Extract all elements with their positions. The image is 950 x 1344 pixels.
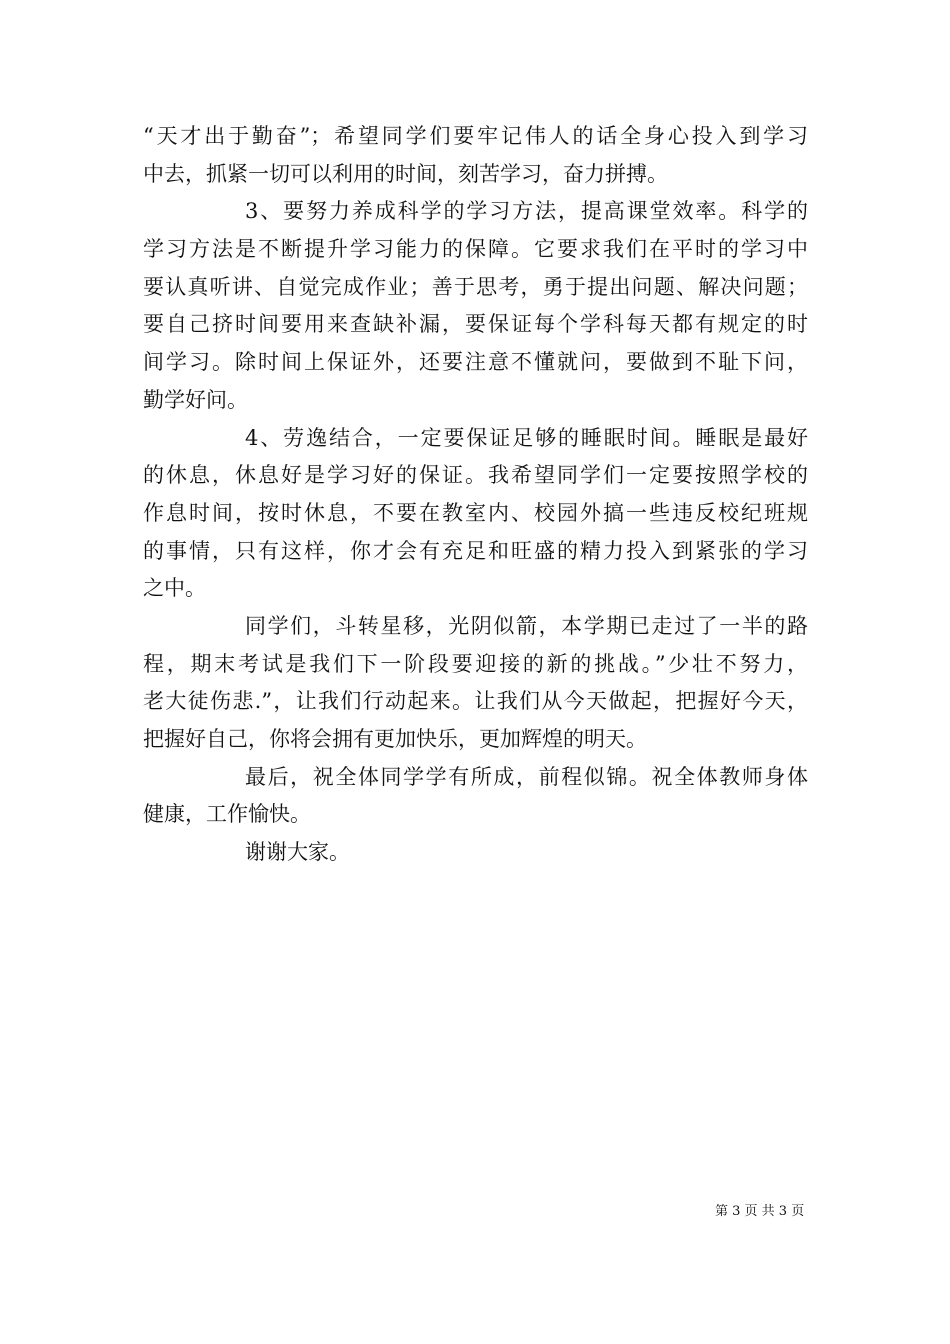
text-line: 谢谢大家。 <box>245 840 350 865</box>
text-line: 同学们，斗转星移，光阴似箭，本学期已走过了一半的路 <box>245 613 808 638</box>
text-line: 勤学好问。 <box>143 387 248 412</box>
text-line: 4、劳逸结合，一定要保证足够的睡眠时间。睡眠是最好 <box>245 425 808 450</box>
text-line: 把握好自己，你将会拥有更加快乐，更加辉煌的明天。 <box>143 727 647 751</box>
text-line: 中去，抓紧一切可以利用的时间，刻苦学习，奋力拼搏。 <box>143 161 668 186</box>
document-body <box>143 118 808 872</box>
text-line: 健康，工作愉快。 <box>143 802 311 827</box>
text-line: 的事情，只有这样，你才会有充足和旺盛的精力投入到紧张的学习 <box>143 538 808 563</box>
text-line: 3、要努力养成科学的学习方法，提高课堂效率。科学的 <box>245 199 808 224</box>
text-line: 之中。 <box>143 576 206 601</box>
text-line: 最后，祝全体同学学有所成，前程似锦。祝全体教师身体 <box>245 764 808 789</box>
text-line: 要自己挤时间要用来查缺补漏，要保证每个学科每天都有规定的时 <box>143 312 808 337</box>
text-line: 要认真听讲、自觉完成作业；善于思考，勇于提出问题、解决问题； <box>143 274 808 299</box>
text-line: 作息时间，按时休息，不要在教室内、校园外搞一些违反校纪班规 <box>143 500 808 525</box>
text-line: 程，期末考试是我们下一阶段要迎接的新的挑战。”少壮不努力， <box>143 651 808 676</box>
text-line: 间学习。除时间上保证外，还要注意不懂就问，要做到不耻下问， <box>143 350 808 375</box>
text-line: 老大徒伤悲.”，让我们行动起来。让我们从今天做起，把握好今天， <box>143 689 808 714</box>
text-line: 的休息，休息好是学习好的保证。我希望同学们一定要按照学校的 <box>143 463 808 488</box>
text-line: “天才出于勤奋”；希望同学们要牢记伟人的话全身心投入到学习 <box>143 124 808 148</box>
text-line: 学习方法是不断提升学习能力的保障。它要求我们在平时的学习中 <box>143 237 808 262</box>
page-number: 第 3 页 共 3 页 <box>715 1204 805 1219</box>
